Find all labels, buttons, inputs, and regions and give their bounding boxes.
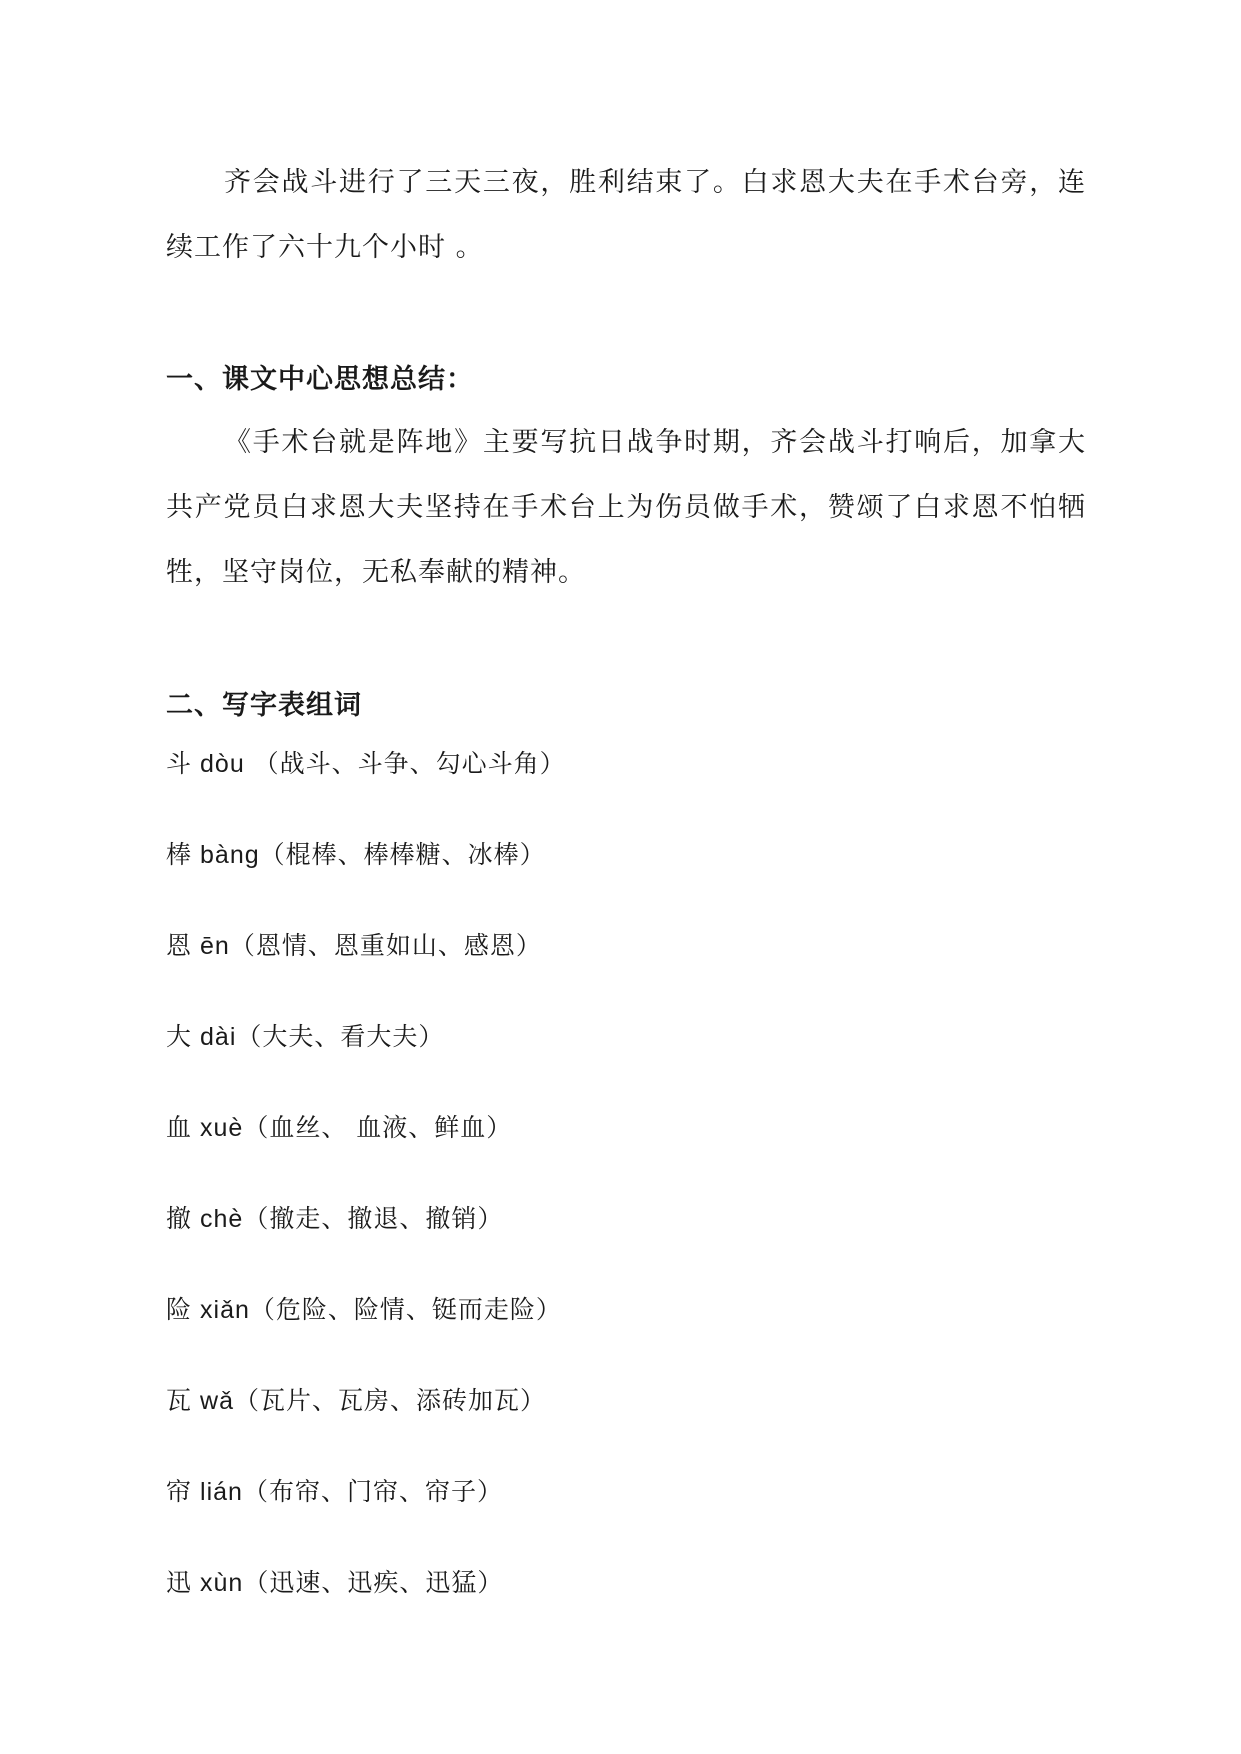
section-1-heading: 一、课文中心思想总结： [166,364,474,395]
word-char: 恩 [166,931,193,960]
word-item [166,835,566,926]
word-list [166,744,566,1654]
word-pinyin: wǎ [200,1387,234,1415]
word-char: 撤 [166,1204,193,1233]
word-pinyin: bàng [200,841,260,869]
word-pinyin: xuè [200,1114,244,1142]
word-char: 险 [166,1295,193,1324]
word-phrases: （棍棒、棒棒糖、冰棒） [259,840,546,869]
word-item [166,744,566,835]
word-phrases: （大夫、看大夫） [236,1022,445,1051]
word-phrases: （战斗、斗争、勾心斗角） [244,749,566,778]
word-item [166,1381,566,1472]
word-char: 瓦 [166,1386,193,1415]
word-item [166,926,566,1017]
word-pinyin: chè [200,1205,244,1233]
word-pinyin: dài [200,1023,237,1051]
word-phrases: （迅速、迅疾、迅猛） [243,1568,504,1597]
section-1-body: 《手术台就是阵地》主要写抗日战争时期，齐会战斗打响后，加拿大共产党员白求恩大夫坚持在手术台上为伤员做手术，赞颂了白求恩不怕牺牲，坚守岗位，无私奉献的精神。 [166,427,1086,588]
word-char: 大 [166,1022,193,1051]
word-pinyin: xiǎn [200,1296,250,1324]
word-phrases: （瓦片、瓦房、添砖加瓦） [233,1386,546,1415]
word-phrases: （布帘、门帘、帘子） [242,1477,503,1506]
word-phrases: （血丝、 血液、鲜血） [243,1113,513,1142]
word-item [166,1290,566,1381]
section-2-heading: 二、写字表组词 [166,690,362,721]
word-item [166,1017,566,1108]
word-pinyin: lián [200,1478,243,1506]
word-char: 迅 [166,1568,193,1597]
word-char: 血 [166,1113,193,1142]
word-pinyin: ēn [200,932,230,960]
intro-paragraph: 齐会战斗进行了三天三夜，胜利结束了。白求恩大夫在手术台旁，连续工作了六十九个小时 。 [166,167,1086,263]
word-phrases: （危险、险情、铤而走险） [249,1295,562,1324]
word-char: 斗 [166,749,193,778]
word-phrases: （撤走、撤退、撤销） [243,1204,504,1233]
word-item [166,1199,566,1290]
word-item [166,1563,566,1654]
word-char: 棒 [166,840,193,869]
word-item [166,1472,566,1563]
word-phrases: （恩情、恩重如山、感恩） [229,931,542,960]
word-item [166,1108,566,1199]
word-pinyin: xùn [200,1569,244,1597]
word-char: 帘 [166,1477,193,1506]
word-pinyin: dòu [200,750,245,778]
